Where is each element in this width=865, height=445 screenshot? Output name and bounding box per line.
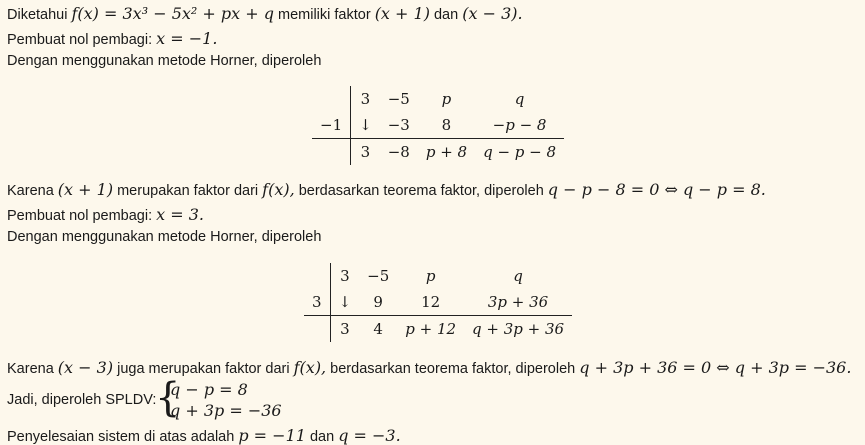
text: juga merupakan faktor dari [117, 361, 290, 377]
text: Diketahui [7, 7, 68, 23]
cell: 4 [359, 316, 397, 343]
text: berdasarkan teorema faktor, diperoleh [330, 361, 576, 377]
math: x = 3. [156, 205, 204, 224]
text: dan [433, 7, 459, 23]
factor-2: (x − 3). [462, 4, 523, 23]
spldv-label [7, 392, 156, 408]
cell: 3 [360, 90, 371, 108]
equation-2: q + 3p = −36 [170, 401, 282, 420]
horner-intro-2 [7, 229, 321, 245]
cell: p [425, 267, 436, 285]
cell: 3p + 36 [487, 293, 549, 311]
cell: q + 3p + 36 [464, 316, 572, 343]
cell: q [514, 90, 525, 108]
divisor: −1 [312, 112, 351, 139]
text: merupakan faktor dari [117, 183, 259, 199]
cell: 9 [373, 293, 383, 311]
text: dan [309, 429, 335, 445]
cell: p + 12 [397, 316, 464, 343]
text: Dengan menggunakan metode Horner, diperoleh [7, 229, 322, 245]
text: Pembuat nol pembagi: [7, 208, 153, 224]
cell: 12 [421, 293, 441, 311]
text: memiliki faktor [278, 7, 371, 23]
divisor: 3 [304, 289, 330, 316]
text: Karena [7, 183, 54, 199]
cell: q − p − 8 [475, 139, 564, 166]
text: Pembuat nol pembagi: [7, 32, 153, 48]
factor-1: (x + 1) [374, 4, 430, 23]
cell: ↓ [338, 293, 352, 311]
horner-table-1 [312, 86, 564, 165]
conclusion-line-2 [7, 358, 851, 377]
cell: 3 [351, 139, 380, 166]
math: q + 3p + 36 = 0 ⇔ q + 3p = −36. [579, 358, 852, 377]
equation-1: q − p = 8 [170, 380, 248, 399]
cell: 3 [340, 267, 350, 285]
text: berdasarkan teorema faktor, diperoleh [298, 183, 544, 199]
cell: −5 [387, 90, 410, 108]
zero-divisor-line-1 [7, 29, 217, 48]
math: f(x), [262, 180, 295, 199]
math: p = −11 [238, 426, 306, 445]
cell: p [441, 90, 452, 108]
text: Karena [7, 361, 54, 377]
polynomial: f(x) = 3x³ − 5x² + px + q [71, 4, 274, 23]
cell: −p − 8 [492, 116, 547, 134]
cell: −8 [380, 139, 418, 166]
cell: −3 [387, 116, 410, 134]
intro-line [7, 4, 523, 23]
cell: 3 [330, 316, 359, 343]
brace-symbol: { [155, 375, 181, 421]
horner-table-2 [304, 263, 572, 342]
text: Penyelesaian sistem di atas adalah [7, 429, 235, 445]
zero-divisor-line-2 [7, 205, 204, 224]
math: f(x), [293, 358, 327, 377]
conclusion-line-1 [7, 180, 766, 199]
cell: ↓ [359, 116, 372, 134]
math: (x + 1) [57, 180, 114, 199]
math: q − p − 8 = 0 ⇔ q − p = 8. [547, 180, 766, 199]
math: q = −3. [338, 426, 401, 445]
cell: p + 8 [418, 139, 475, 166]
text: Jadi, diperoleh SPLDV: [7, 392, 157, 408]
text: Dengan menggunakan metode Horner, diperoleh [7, 53, 322, 69]
cell: 8 [441, 116, 452, 134]
solution-line [7, 426, 401, 445]
math: x = −1. [156, 29, 218, 48]
horner-intro-1 [7, 53, 321, 69]
cell: q [513, 267, 523, 285]
math: (x − 3) [57, 358, 114, 377]
cell: −5 [367, 267, 390, 285]
